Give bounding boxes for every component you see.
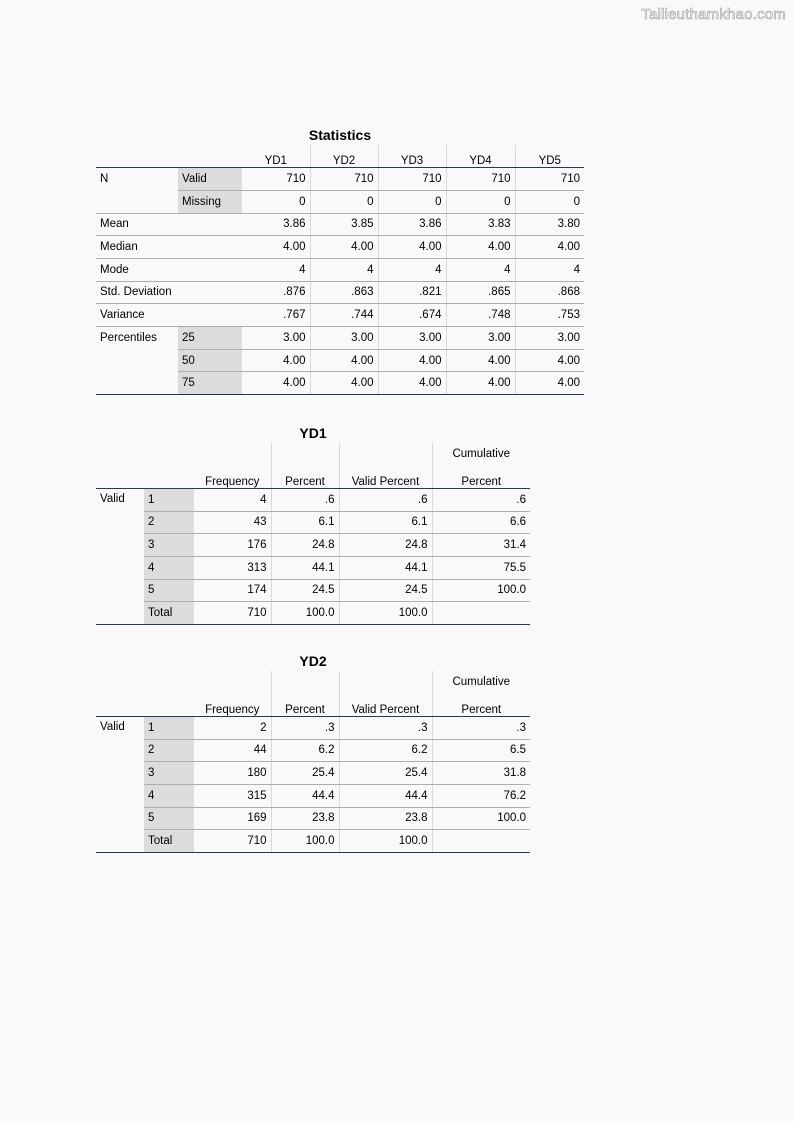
- header-blank: [96, 694, 144, 717]
- table-row: [96, 762, 530, 785]
- stat-value: 4.00: [242, 349, 310, 372]
- row-sublabel: 25: [178, 327, 242, 350]
- valid-percent-cell: 6.2: [339, 739, 432, 762]
- frequency-cell: 176: [194, 534, 271, 557]
- header-blank: [144, 694, 194, 717]
- column-header: YD1: [242, 145, 310, 168]
- stat-value: 710: [446, 168, 515, 191]
- statistics-title: Statistics: [308, 127, 372, 143]
- stat-value: 4.00: [515, 349, 584, 372]
- stat-value: 3.00: [446, 327, 515, 350]
- row-sublabel: 50: [178, 349, 242, 372]
- percent-cell: 24.5: [271, 579, 339, 602]
- header-blank: [144, 443, 194, 466]
- stat-value: .865: [446, 281, 515, 304]
- valid-percent-cell: 100.0: [339, 830, 432, 853]
- row-label: Mean: [96, 213, 242, 236]
- cumulative-percent-cell: 31.4: [432, 534, 530, 557]
- stat-value: 0: [446, 190, 515, 213]
- stat-value: 4.00: [446, 236, 515, 259]
- row-sublabel: Valid: [178, 168, 242, 191]
- stat-value: 4: [242, 258, 310, 281]
- table-row: [96, 511, 530, 534]
- header-blank: [144, 671, 194, 694]
- frequency-cell: 710: [194, 602, 271, 625]
- valid-percent-cell: 6.1: [339, 511, 432, 534]
- statistics-row: [96, 213, 584, 236]
- stat-value: 4.00: [378, 236, 446, 259]
- freq-header-row: [96, 466, 530, 489]
- valid-percent-cell: .3: [339, 716, 432, 739]
- stat-value: .876: [242, 281, 310, 304]
- statistics-row: [96, 304, 584, 327]
- stat-value: .821: [378, 281, 446, 304]
- statistics-row: [96, 349, 584, 372]
- table-row: [96, 602, 530, 625]
- cumulative-percent-cell: .6: [432, 488, 530, 511]
- column-header: YD5: [515, 145, 584, 168]
- row-label: [96, 349, 178, 372]
- stat-value: 4.00: [310, 372, 378, 395]
- percent-cell: 23.8: [271, 807, 339, 830]
- freq-header-row: [96, 443, 530, 466]
- row-label: N: [100, 173, 109, 186]
- row-value-label: 2: [144, 739, 194, 762]
- statistics-row: [96, 236, 584, 259]
- stat-value: 3.00: [310, 327, 378, 350]
- row-value-label: 3: [144, 534, 194, 557]
- stat-value: 4: [515, 258, 584, 281]
- stat-value: 0: [515, 190, 584, 213]
- row-label: Mode: [96, 258, 242, 281]
- stat-value: 3.00: [515, 327, 584, 350]
- row-value-label: 2: [144, 511, 194, 534]
- statistics-header-row: [96, 145, 584, 168]
- row-label: Variance: [96, 304, 242, 327]
- stat-value: 710: [242, 168, 310, 191]
- row-value-label: 1: [144, 716, 194, 739]
- table-row: [96, 830, 530, 853]
- watermark: Tailieuthamkhao.com: [641, 6, 786, 23]
- stat-value: 4: [310, 258, 378, 281]
- column-header: Frequency: [194, 694, 271, 717]
- frequency-table: [96, 443, 530, 625]
- group-label: Valid: [96, 488, 144, 624]
- row-sublabel: 75: [178, 372, 242, 395]
- stat-value: 3.86: [378, 213, 446, 236]
- percent-cell: 24.8: [271, 534, 339, 557]
- valid-percent-cell: 24.8: [339, 534, 432, 557]
- row-label: Std. Deviation: [96, 281, 242, 304]
- stat-value: 4.00: [446, 372, 515, 395]
- statistics-row: [96, 372, 584, 395]
- stat-value: .863: [310, 281, 378, 304]
- header-blank: [96, 466, 144, 489]
- column-header: Percent: [432, 694, 530, 717]
- stat-value: 710: [310, 168, 378, 191]
- row-value-label: Total: [144, 830, 194, 853]
- header-blank: [194, 443, 271, 466]
- row-value-label: 3: [144, 762, 194, 785]
- header-blank: [339, 671, 432, 694]
- valid-percent-cell: 100.0: [339, 602, 432, 625]
- frequency-cell: 2: [194, 716, 271, 739]
- column-header: Cumulative: [432, 443, 530, 466]
- statistics-row: [96, 258, 584, 281]
- header-blank: [178, 145, 242, 168]
- table-row: [96, 739, 530, 762]
- row-label: Percentiles: [100, 332, 157, 345]
- cumulative-percent-cell: .3: [432, 716, 530, 739]
- column-header: YD2: [310, 145, 378, 168]
- frequency-table: [96, 671, 530, 853]
- column-header: Frequency: [194, 466, 271, 489]
- statistics-row: [96, 327, 584, 350]
- stat-value: 4.00: [242, 236, 310, 259]
- column-header: YD3: [378, 145, 446, 168]
- stat-value: .753: [515, 304, 584, 327]
- cumulative-percent-cell: 100.0: [432, 807, 530, 830]
- column-header: Percent: [432, 466, 530, 489]
- table-row: [96, 534, 530, 557]
- stat-value: 4.00: [515, 372, 584, 395]
- header-blank: [194, 671, 271, 694]
- stat-value: 4: [378, 258, 446, 281]
- frequency-cell: 180: [194, 762, 271, 785]
- stat-value: 0: [378, 190, 446, 213]
- column-header: Cumulative: [432, 671, 530, 694]
- statistics-row: [96, 168, 584, 191]
- frequency-cell: 313: [194, 556, 271, 579]
- header-blank: [144, 466, 194, 489]
- header-blank: [339, 443, 432, 466]
- stat-value: 4.00: [310, 349, 378, 372]
- stat-value: 4.00: [515, 236, 584, 259]
- valid-percent-cell: 44.4: [339, 784, 432, 807]
- cumulative-percent-cell: 75.5: [432, 556, 530, 579]
- percent-cell: 100.0: [271, 830, 339, 853]
- statistics-row: [96, 281, 584, 304]
- stat-value: .744: [310, 304, 378, 327]
- percent-cell: 44.1: [271, 556, 339, 579]
- valid-percent-cell: .6: [339, 488, 432, 511]
- row-label: [96, 190, 178, 213]
- cumulative-percent-cell: 76.2: [432, 784, 530, 807]
- stat-value: 4: [446, 258, 515, 281]
- table-row: [96, 807, 530, 830]
- column-header: Valid Percent: [339, 466, 432, 489]
- stat-value: 3.85: [310, 213, 378, 236]
- header-blank: [96, 443, 144, 466]
- statistics-table: [96, 145, 584, 395]
- stat-value: .767: [242, 304, 310, 327]
- percent-cell: 6.1: [271, 511, 339, 534]
- stat-value: 4.00: [242, 372, 310, 395]
- stat-value: 0: [242, 190, 310, 213]
- frequency-cell: 169: [194, 807, 271, 830]
- cumulative-percent-cell: 6.5: [432, 739, 530, 762]
- percent-cell: .3: [271, 716, 339, 739]
- stat-value: 4.00: [446, 349, 515, 372]
- valid-percent-cell: 25.4: [339, 762, 432, 785]
- row-value-label: 5: [144, 807, 194, 830]
- stat-value: 4.00: [378, 349, 446, 372]
- stat-value: 0: [310, 190, 378, 213]
- column-header: Percent: [271, 694, 339, 717]
- stat-value: 710: [378, 168, 446, 191]
- header-blank: [271, 443, 339, 466]
- table-row: [96, 488, 530, 511]
- stat-value: .748: [446, 304, 515, 327]
- freq-table-title: YD1: [299, 425, 327, 441]
- frequency-cell: 174: [194, 579, 271, 602]
- stat-value: .868: [515, 281, 584, 304]
- percent-cell: .6: [271, 488, 339, 511]
- stat-value: 3.00: [242, 327, 310, 350]
- frequency-cell: 43: [194, 511, 271, 534]
- frequency-cell: 710: [194, 830, 271, 853]
- statistics-row: [96, 190, 584, 213]
- cumulative-percent-cell: 6.6: [432, 511, 530, 534]
- percent-cell: 100.0: [271, 602, 339, 625]
- stat-value: 3.00: [378, 327, 446, 350]
- row-value-label: Total: [144, 602, 194, 625]
- header-blank: [96, 671, 144, 694]
- cumulative-percent-cell: [432, 830, 530, 853]
- row-label: Median: [96, 236, 242, 259]
- column-header: Percent: [271, 466, 339, 489]
- percent-cell: 25.4: [271, 762, 339, 785]
- freq-table-title: YD2: [299, 653, 327, 669]
- header-blank: [271, 671, 339, 694]
- frequency-cell: 4: [194, 488, 271, 511]
- valid-percent-cell: 44.1: [339, 556, 432, 579]
- stat-value: 3.80: [515, 213, 584, 236]
- stat-value: 710: [515, 168, 584, 191]
- cumulative-percent-cell: 100.0: [432, 579, 530, 602]
- header-blank: [96, 145, 178, 168]
- stat-value: 3.83: [446, 213, 515, 236]
- frequency-cell: 44: [194, 739, 271, 762]
- frequency-cell: 315: [194, 784, 271, 807]
- cumulative-percent-cell: 31.8: [432, 762, 530, 785]
- row-value-label: 4: [144, 556, 194, 579]
- valid-percent-cell: 23.8: [339, 807, 432, 830]
- group-label: Valid: [96, 716, 144, 852]
- valid-percent-cell: 24.5: [339, 579, 432, 602]
- table-row: [96, 716, 530, 739]
- stat-value: 3.86: [242, 213, 310, 236]
- freq-header-row: [96, 671, 530, 694]
- percent-cell: 44.4: [271, 784, 339, 807]
- row-value-label: 5: [144, 579, 194, 602]
- stat-value: 4.00: [378, 372, 446, 395]
- cumulative-percent-cell: [432, 602, 530, 625]
- stat-value: .674: [378, 304, 446, 327]
- row-value-label: 4: [144, 784, 194, 807]
- freq-header-row: [96, 694, 530, 717]
- row-label: [96, 372, 178, 395]
- table-row: [96, 556, 530, 579]
- row-value-label: 1: [144, 488, 194, 511]
- table-row: [96, 784, 530, 807]
- table-row: [96, 579, 530, 602]
- column-header: Valid Percent: [339, 694, 432, 717]
- percent-cell: 6.2: [271, 739, 339, 762]
- column-header: YD4: [446, 145, 515, 168]
- stat-value: 4.00: [310, 236, 378, 259]
- row-sublabel: Missing: [178, 190, 242, 213]
